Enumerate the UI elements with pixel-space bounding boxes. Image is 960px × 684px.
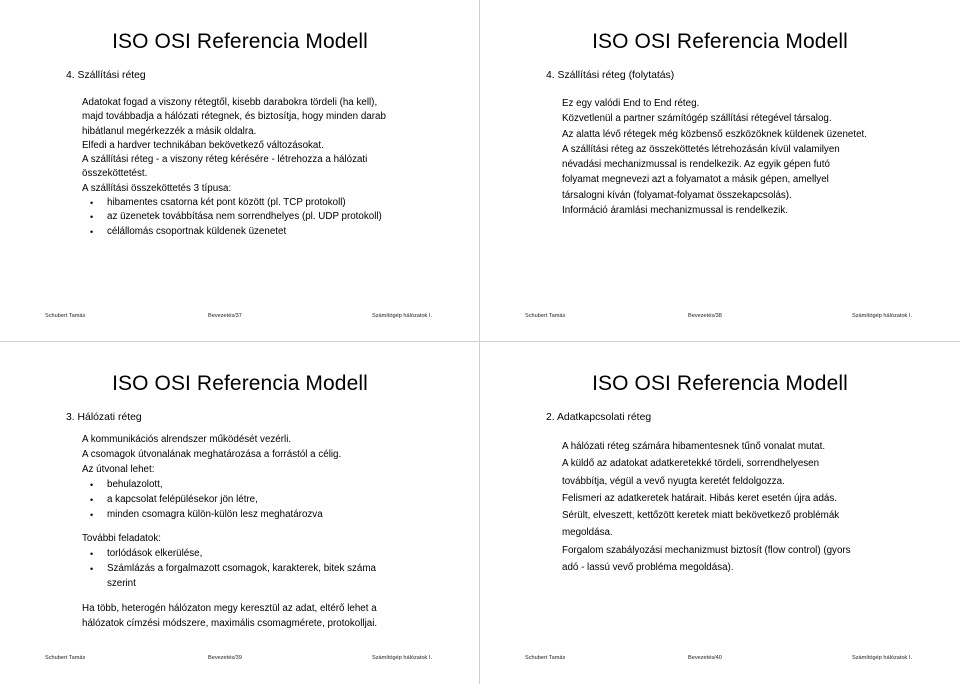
body-line: megoldása.	[562, 527, 613, 539]
bullet-item: • torlódások elkerülése,	[82, 547, 432, 562]
body-line: További feladatok:	[82, 533, 161, 545]
footer-page: Bevezetés/40	[688, 655, 722, 661]
bullet-item: • a kapcsolat felépülésekor jön létre,	[82, 493, 432, 508]
body-line: A kommunikációs alrendszer működését vezérli.	[82, 434, 292, 445]
slide-body	[82, 96, 432, 239]
body-line: Ez egy valódi End to End réteg.	[562, 98, 700, 109]
bullet-item: • behulazolott,	[82, 478, 432, 493]
bullet-item: • célállomás csoportnak küldenek üzenetet	[82, 225, 432, 239]
footer-author: Schubert Tamás	[45, 655, 86, 661]
body-line: A szállítási réteg az összeköttetés létrehozásán kívül valamilyen	[562, 143, 840, 155]
slide-subtitle: 3. Hálózati réteg	[66, 412, 142, 423]
slide-37	[0, 0, 480, 342]
body-line: továbbítja, végül a vevő nyugta keretét feldolgozza.	[562, 475, 785, 487]
slide-40	[480, 342, 960, 684]
footer-page: Bevezetés/37	[208, 313, 242, 319]
footer-page: Bevezetés/39	[208, 655, 242, 661]
spacer	[82, 592, 432, 602]
body-line: Közvetlenül a partner számítógép szállítási rétegével társalog.	[562, 113, 832, 125]
bullet-list	[82, 478, 432, 523]
bullet-list	[82, 547, 432, 592]
body-line: Sérült, elveszett, kettőzött keretek miatt bekövetkező problémák	[562, 510, 840, 522]
body-line: hálózatok címzési módszere, maximális csomagmérete, protokolljai.	[82, 617, 378, 629]
slide-title: ISO OSI Referencia Modell	[112, 372, 368, 395]
bullet-item: • hibamentes csatorna két pont között (pl. TCP protokoll)	[82, 196, 432, 210]
body-line: névadási mechanizmussal is rendelkezik. Az egyik gépen futó	[562, 159, 830, 171]
body-line: Az útvonal lehet:	[82, 463, 155, 475]
body-line: folyamat megnevezi azt a folyamatot a másik gépen, amellyel	[562, 174, 829, 186]
bullet-item: • Számlázás a forgalmazott csomagok, karakterek, bitek száma	[82, 562, 432, 577]
footer-course: Számítógép hálózatok I.	[852, 313, 913, 319]
body-line: hibátlanul megérkezzék a másik oldalra.	[82, 125, 257, 137]
body-line: majd továbbadja a hálózati rétegnek, és biztosítja, hogy minden darab	[82, 111, 386, 123]
slide-title: ISO OSI Referencia Modell	[112, 30, 368, 53]
footer-course: Számítógép hálózatok I.	[852, 655, 913, 661]
footer-course: Számítógép hálózatok I.	[372, 313, 433, 319]
spacer	[82, 522, 432, 532]
slide-body	[82, 433, 432, 632]
body-line: Ha több, heterogén hálózaton megy keresztül az adat, eltérő lehet a	[82, 603, 377, 615]
body-line: Forgalom szabályozási mechanizmust biztosít (flow control) (gyors	[562, 544, 851, 556]
footer-page: Bevezetés/38	[688, 313, 722, 319]
slide-38	[480, 0, 960, 342]
body-line: összeköttetést.	[82, 168, 148, 180]
slide-subtitle: 2. Adatkapcsolati réteg	[546, 412, 652, 423]
slide-body	[562, 438, 922, 576]
bullet-continuation: szerint	[107, 578, 136, 590]
body-line: Információ áramlási mechanizmussal is rendelkezik.	[562, 205, 788, 217]
body-line: társalogni kíván (folyamat-folyamat összekapcsolás).	[562, 189, 792, 201]
body-line: Az alatta lévő rétegek még közbenső eszközöknek küldenek üzenetet.	[562, 128, 867, 140]
slide-title: ISO OSI Referencia Modell	[592, 372, 848, 395]
footer-author: Schubert Tamás	[45, 313, 86, 319]
footer-author: Schubert Tamás	[525, 313, 566, 319]
body-line: A szállítási összeköttetés 3 típusa:	[82, 182, 232, 194]
bullet-item: • minden csomagra külön-külön lesz meghatározva	[82, 508, 432, 523]
footer-course: Számítógép hálózatok I.	[372, 655, 433, 661]
slide-body	[562, 96, 922, 218]
body-line: A küldő az adatokat adatkeretekké tördeli, sorrendhelyesen	[562, 458, 820, 470]
body-line: A csomagok útvonalának meghatározása a forrástól a célig.	[82, 448, 342, 460]
body-line: Elfedi a hardver technikában bekövetkező változásokat.	[82, 139, 324, 151]
footer-author: Schubert Tamás	[525, 655, 566, 661]
bullet-list	[82, 196, 432, 239]
body-line: A szállítási réteg - a viszony réteg kérésére - létrehozza a hálózati	[82, 154, 368, 166]
body-line: Adatokat fogad a viszony rétegtől, kisebb darabokra tördeli (ha kell),	[82, 97, 378, 108]
slide-39	[0, 342, 480, 684]
bullet-item: • az üzenetek továbbítása nem sorrendhelyes (pl. UDP protokoll)	[82, 210, 432, 224]
slide-title: ISO OSI Referencia Modell	[592, 30, 848, 53]
body-line: adó - lassú vevő probléma megoldása).	[562, 562, 734, 574]
slide-subtitle: 4. Szállítási réteg	[66, 70, 146, 81]
body-line: A hálózati réteg számára hibamentesnek tűnő vonalat mutat.	[562, 441, 826, 452]
body-line: Felismeri az adatkeretek határait. Hibás keret esetén újra adás.	[562, 492, 837, 504]
slide-subtitle: 4. Szállítási réteg (folytatás)	[546, 70, 675, 81]
